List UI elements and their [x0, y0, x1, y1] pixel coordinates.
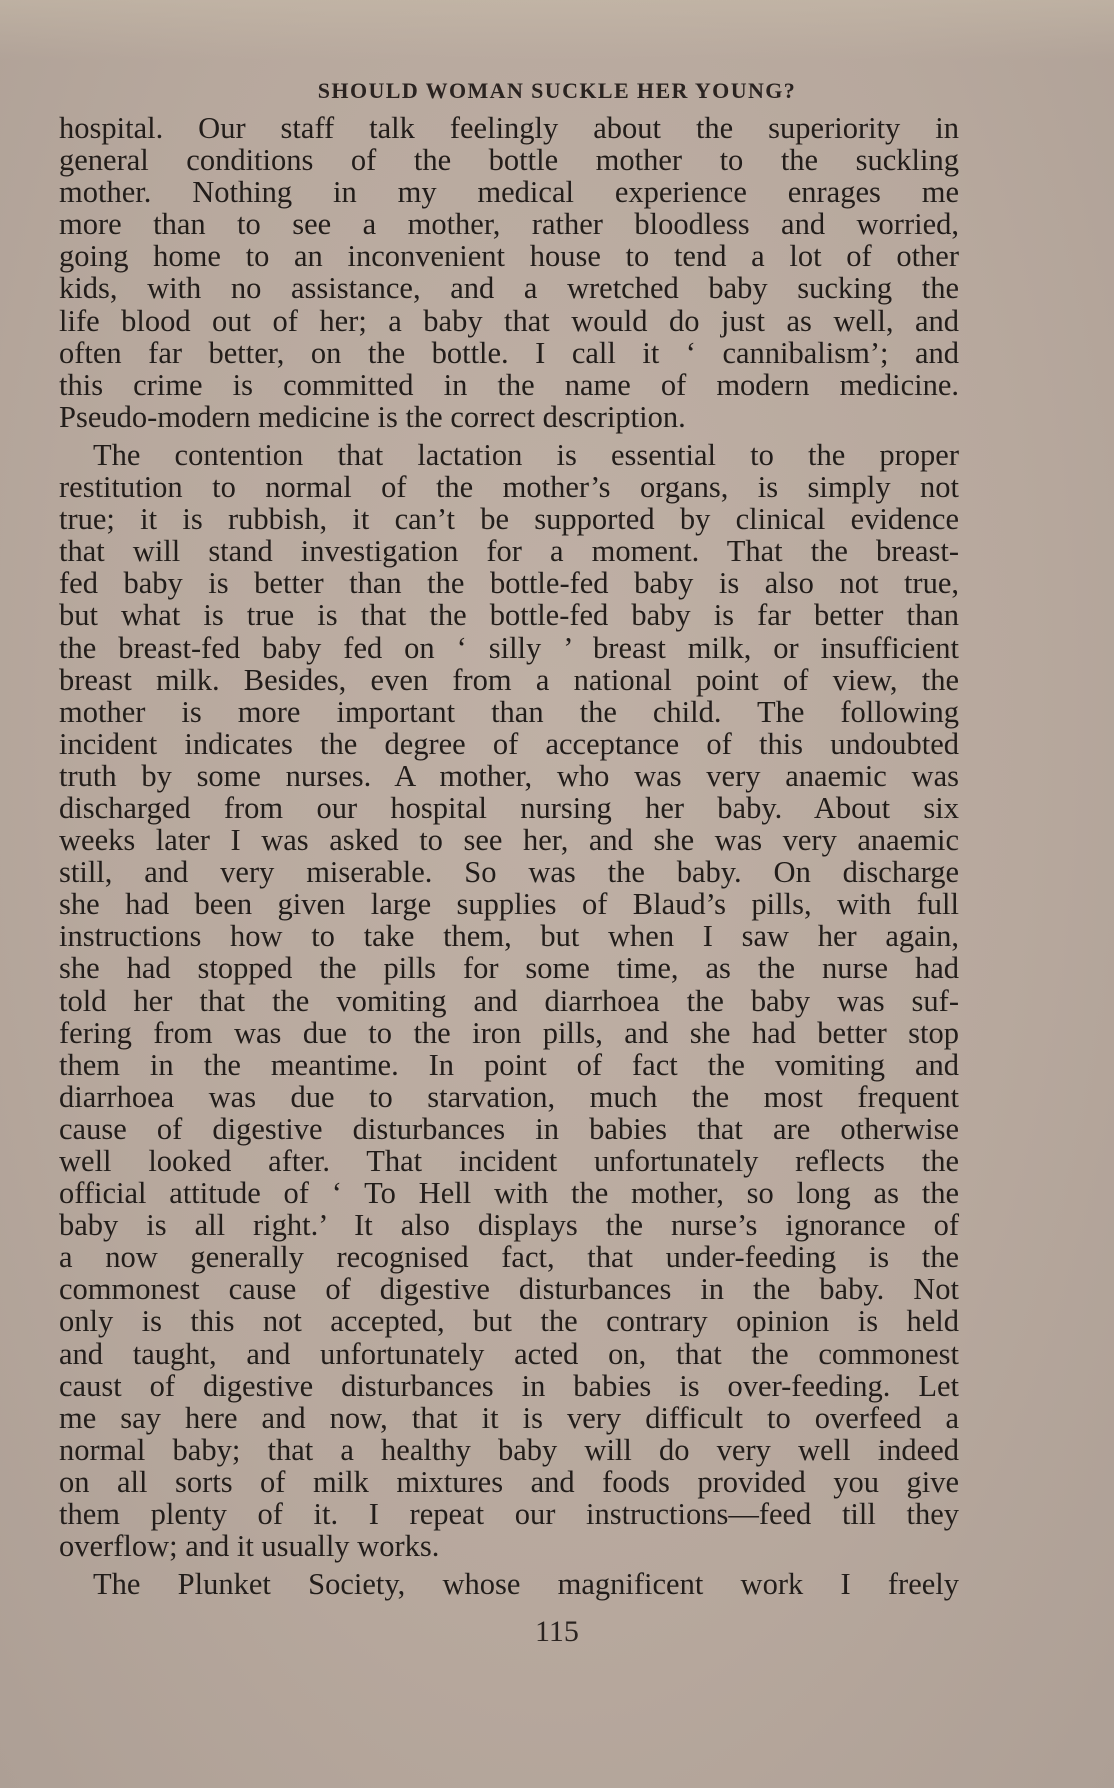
text-line: but what is true is that the bottle-fed baby is far better than	[59, 598, 959, 633]
text-line: that will stand investigation for a moment. That the breast-	[59, 534, 959, 569]
text-line: hospital. Our staff talk feelingly about the superiority in	[59, 111, 959, 145]
text-line: diarrhoea was due to starvation, much the most frequent	[59, 1079, 959, 1114]
text-line: commonest cause of digestive disturbances in the baby. Not	[59, 1272, 959, 1307]
text-line: well looked after. That incident unfortunately reflects the	[59, 1144, 959, 1178]
body-text	[59, 112, 959, 1600]
text-line: she had stopped the pills for some time, as the nurse had	[59, 951, 959, 986]
text-line: them plenty of it. I repeat our instructions—feed till they	[59, 1497, 959, 1532]
text-line: mother. Nothing in my medical experience enrages me	[59, 175, 959, 210]
text-line: she had been given large supplies of Blaud’s pills, with full	[59, 887, 959, 922]
text-line: still, and very miserable. So was the baby. On discharge	[59, 855, 959, 890]
text-line: life blood out of her; a baby that would do just as well, and	[59, 303, 959, 338]
text-line: this crime is committed in the name of modern medicine.	[59, 367, 959, 402]
text-line: restitution to normal of the mother’s organs, is simply not	[59, 470, 959, 505]
text-line: cause of digestive disturbances in babies that are otherwise	[59, 1111, 959, 1146]
text-line: them in the meantime. In point of fact the vomiting and	[59, 1047, 959, 1082]
text-line: normal baby; that a healthy baby will do very well indeed	[59, 1432, 959, 1467]
text-line: kids, with no assistance, and a wretched baby sucking the	[59, 271, 959, 306]
page-number: 115	[535, 1615, 579, 1648]
text-line: told her that the vomiting and diarrhoea the baby was suf-	[59, 983, 959, 1018]
text-line: baby is all right.’ It also displays the nurse’s ignorance of	[59, 1208, 959, 1243]
text-line: discharged from our hospital nursing her baby. About six	[59, 790, 959, 825]
text-line: breast milk. Besides, even from a national point of view, the	[59, 662, 959, 697]
text-line: The Plunket Society, whose magnificent work I freely	[93, 1567, 959, 1602]
text-line: on all sorts of milk mixtures and foods provided you give	[59, 1464, 959, 1499]
text-line: going home to an inconvenient house to tend a lot of other	[59, 239, 959, 274]
text-line: only is this not accepted, but the contrary opinion is held	[59, 1304, 959, 1339]
text-line: Pseudo-modern medicine is the correct description.	[59, 399, 686, 434]
text-line: general conditions of the bottle mother to the suckling	[59, 143, 959, 178]
text-line: and taught, and unfortunately acted on, that the commonest	[59, 1336, 959, 1371]
text-line: often far better, on the bottle. I call it ‘ cannibalism’; and	[59, 335, 959, 370]
text-line: truth by some nurses. A mother, who was very anaemic was	[59, 758, 959, 793]
text-line: true; it is rubbish, it can’t be supported by clinical evidence	[59, 502, 959, 537]
text-line: mother is more important than the child. The following	[59, 694, 959, 729]
text-line: a now generally recognised fact, that under-feeding is the	[59, 1240, 959, 1275]
text-line: the breast-fed baby fed on ‘ silly ’ breast milk, or insufficient	[59, 630, 959, 665]
text-line: caust of digestive disturbances in babies is over-feeding. Let	[59, 1368, 959, 1403]
text-line: more than to see a mother, rather bloodless and worried,	[59, 207, 959, 242]
text-line: The contention that lactation is essential to the proper	[93, 437, 959, 472]
text-line: fering from was due to the iron pills, and she had better stop	[59, 1015, 959, 1050]
text-line: weeks later I was asked to see her, and she was very anaemic	[59, 823, 959, 858]
text-line: overflow; and it usually works.	[59, 1529, 440, 1564]
paragraph-2	[59, 439, 959, 1562]
page-top-edge	[0, 0, 1114, 60]
text-line: instructions how to take them, but when I saw her again,	[59, 919, 959, 954]
running-head: SHOULD WOMAN SUCKLE HER YOUNG?	[317, 78, 797, 103]
text-line: me say here and now, that it is very difficult to overfeed a	[59, 1400, 959, 1435]
text-line: fed baby is better than the bottle-fed baby is also not true,	[59, 566, 959, 601]
paragraph-1	[59, 112, 959, 433]
text-line: official attitude of ‘ To Hell with the mother, so long as the	[59, 1176, 959, 1211]
paragraph-3	[59, 1568, 959, 1600]
text-line: incident indicates the degree of acceptance of this undoubted	[59, 726, 959, 761]
